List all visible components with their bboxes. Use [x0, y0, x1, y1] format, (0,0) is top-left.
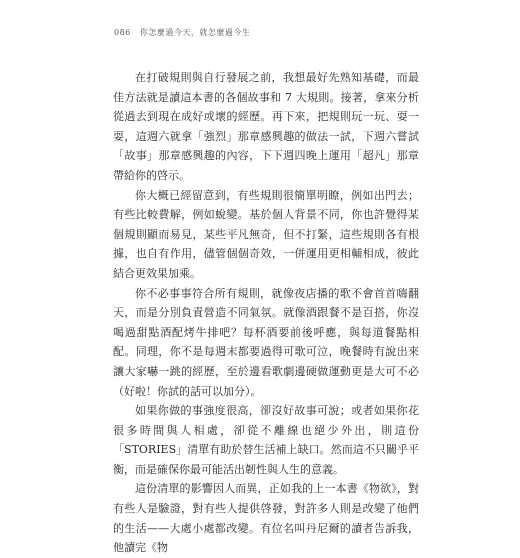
page-number: 086 — [114, 28, 131, 37]
book-title: 你怎麼過今天，就怎麼過今生 — [139, 28, 251, 37]
paragraph: 如果你做的事強度很高，卻沒好故事可說；或者如果你花很多時間與人相處，卻從不離線也絕少外出，則這份「STORIES」清單有助於替生活補上缺口。然而這不只關乎平衡，而是確保你最可能活出韌性與人生的意義。 — [113, 404, 419, 476]
paragraph: 你大概已經留意到，有些規則很簡單明瞭，例如出門去；有些比較費解，例如蛻變。基於個人背景不同，你也許覺得某個規則顯而易見，某些平凡無奇，但不打緊，這些規則各有根據，也自有作用，儘管個個奇效，一併運用更相輔相成，彼此結合更效果加乘。 — [113, 188, 419, 280]
paragraph: 在打破規則與自行發展之前，我想最好先熟知基礎，而最佳方法就是讀這本書的各個故事和 7 大規則。接著，拿來分析從過去到現在成好或壞的經歷。再下來，把規則玩一玩、耍一耍，這週六就拿「強烈」那章感興趣的做法一試，下週六嘗試「故事」那章感興趣的內容，下下週四晚上運用「超凡」那章帶給你的啓示。 — [113, 71, 419, 182]
body-text — [113, 68, 419, 558]
paragraph: 這份清單的影響因人而異，正如我的上一本書《物欲》，對有些人是驗證，對有些人提供啓發，對許多人則是改變了他們的生活——大處小處都改變。有位名叫丹尼爾的讀者告訴我，他讀完《物 — [113, 482, 419, 555]
running-header — [114, 27, 250, 38]
paragraph: 你不必事事符合所有規則，就像夜店播的歌不會首首嗨翻天，而是分別負責營造不同氣氛。就像酒跟餐不是百搭，你沒喝過甜點酒配烤牛排吧？每杯酒要前後呼應，與每道餐點相配。同理，你不是每週末都要過得可歌可泣，晚餐時有說出來讓大家嚇一跳的經歷，至於邊看歌劇邊硬做運動更是大可不必（好啦！你試的話可以加分）。 — [113, 286, 419, 398]
